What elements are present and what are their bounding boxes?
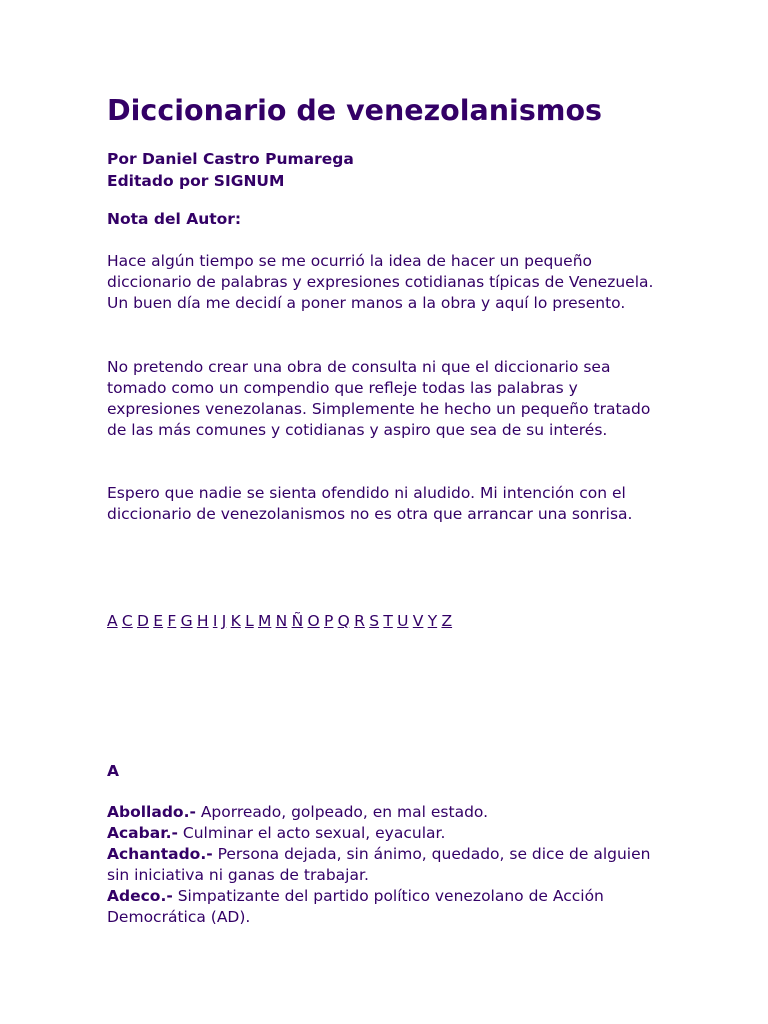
letter-link-i[interactable]: I [212, 612, 218, 630]
letter-link-s[interactable]: S [369, 612, 380, 630]
page-title: Diccionario de venezolanismos [107, 94, 603, 127]
letter-link-v[interactable]: V [412, 612, 424, 630]
byline [107, 148, 354, 192]
alphabet-index [107, 610, 456, 632]
entry-definition: Aporreado, golpeado, en mal estado. [195, 803, 489, 821]
entry-definition: Culminar el acto sexual, eyacular. [177, 824, 446, 842]
intro-paragraph-1: Hace algún tiempo se me ocurrió la idea de hacer un pequeño diccionario de palabras y expresiones cotidianas típicas de Venezuela. Un buen día me decidí a poner manos a la obra y aquí lo presento. [107, 252, 654, 312]
dictionary-entry [107, 823, 667, 844]
letter-link-c[interactable]: C [121, 612, 133, 630]
letter-link-q[interactable]: Q [337, 612, 350, 630]
letter-link-l[interactable]: L [245, 612, 254, 630]
letter-link-r[interactable]: R [354, 612, 365, 630]
entry-term: Adeco.- [107, 887, 173, 905]
dictionary-entries [107, 802, 667, 928]
letter-link-g[interactable]: G [180, 612, 193, 630]
dictionary-entry [107, 802, 667, 823]
dictionary-entry [107, 886, 667, 928]
letter-link-t[interactable]: T [383, 612, 393, 630]
letter-link-f[interactable]: F [167, 612, 177, 630]
intro-paragraph-3: Espero que nadie se sienta ofendido ni aludido. Mi intención con el diccionario de venezolanismos no es otra que arrancar una sonrisa. [107, 484, 633, 523]
letter-link-o[interactable]: O [307, 612, 320, 630]
letter-link-z[interactable]: Z [441, 612, 453, 630]
entry-definition: Simpatizante del partido político venezolano de Acción Democrática (AD). [107, 887, 604, 926]
section-heading-a: A [107, 762, 119, 780]
letter-link-j[interactable]: J [221, 612, 227, 630]
dictionary-entry [107, 844, 667, 886]
letter-link-u[interactable]: U [397, 612, 409, 630]
letter-link-d[interactable]: D [137, 612, 149, 630]
letter-link-h[interactable]: H [196, 612, 209, 630]
letter-link-k[interactable]: K [230, 612, 241, 630]
author-line: Por Daniel Castro Pumarega [107, 150, 354, 168]
letter-link-a[interactable]: A [107, 612, 118, 630]
letter-link-m[interactable]: M [258, 612, 272, 630]
note-heading: Nota del Autor: [107, 210, 242, 228]
entry-definition: Persona dejada, sin ánimo, quedado, se dice de alguien sin iniciativa ni ganas de trabajar. [107, 845, 651, 884]
intro-paragraph-2: No pretendo crear una obra de consulta ni que el diccionario sea tomado como un compendio que refleje todas las palabras y expresiones venezolanas. Simplemente he hecho un pequeño tratado de las más comunes y cotidianas y aspiro que sea de su interés. [107, 358, 651, 439]
letter-link-n[interactable]: N [275, 612, 288, 630]
entry-term: Abollado.- [107, 803, 196, 821]
letter-link-p[interactable]: P [323, 612, 334, 630]
letter-link-e[interactable]: E [153, 612, 164, 630]
editor-line: Editado por SIGNUM [107, 172, 285, 190]
entry-term: Achantado.- [107, 845, 213, 863]
letter-link-enye[interactable]: Ñ [291, 612, 304, 630]
letter-link-y[interactable]: Y [427, 612, 438, 630]
entry-term: Acabar.- [107, 824, 178, 842]
